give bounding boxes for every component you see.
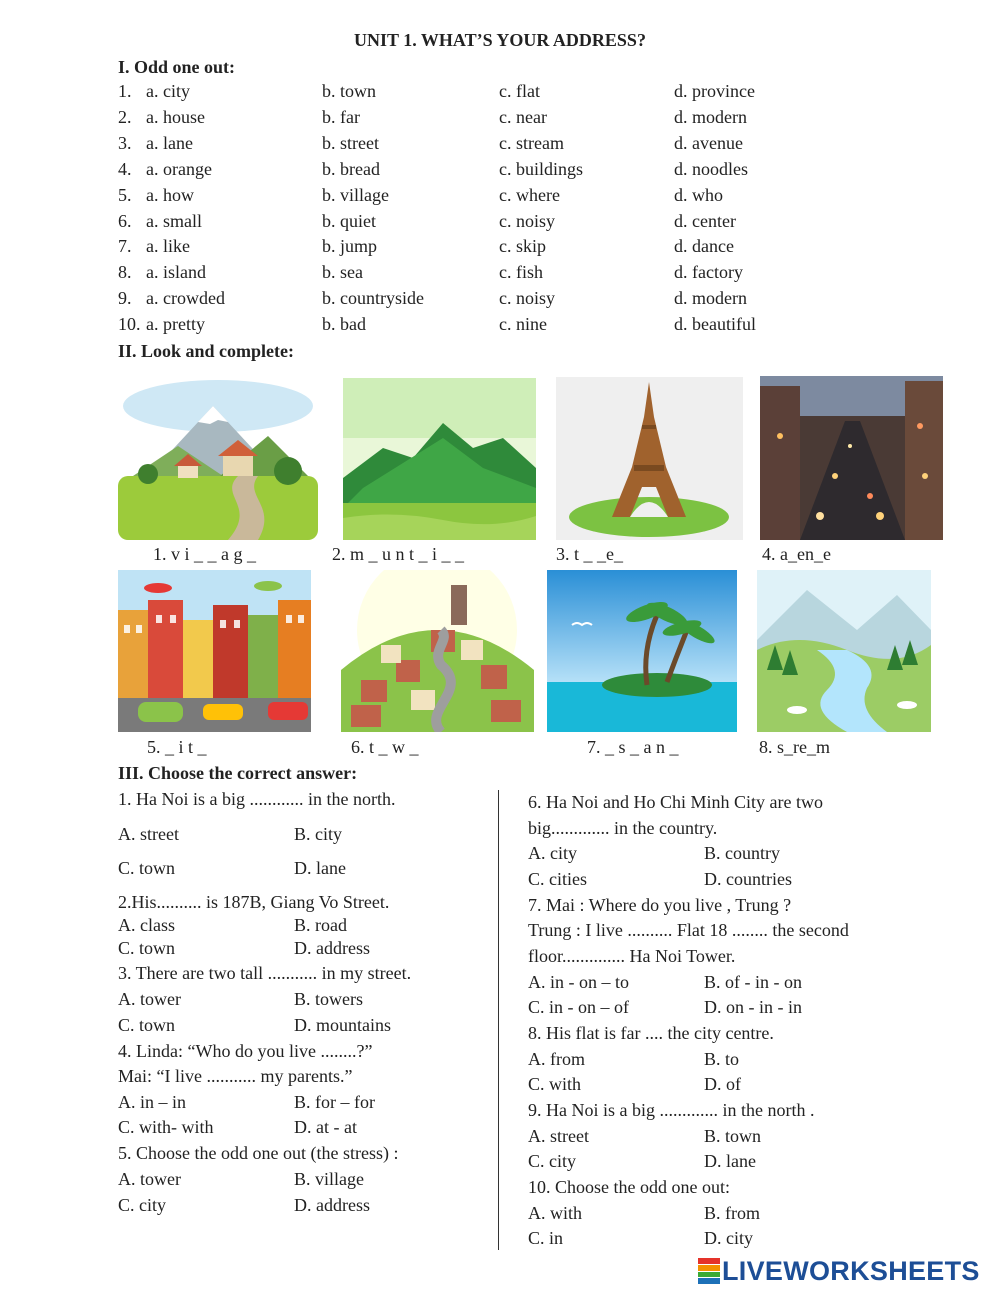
odd-option-c: c. near bbox=[499, 106, 547, 127]
odd-option-c: c. skip bbox=[499, 236, 546, 257]
odd-option-a: a. how bbox=[146, 184, 194, 205]
section1-heading: I. Odd one out: bbox=[118, 57, 236, 77]
island-image bbox=[547, 570, 737, 732]
q8-option-c: C. with bbox=[528, 1074, 582, 1094]
odd-option-d: d. factory bbox=[674, 262, 743, 283]
odd-option-a: a. house bbox=[146, 106, 205, 127]
q7-option-a: A. in - on – to bbox=[528, 972, 629, 992]
q2-option-b: B. road bbox=[294, 915, 347, 935]
section3-heading: III. Choose the correct answer: bbox=[118, 763, 358, 783]
q4-option-a: A. in – in bbox=[118, 1092, 187, 1112]
odd-row-number: 3. bbox=[118, 132, 132, 153]
q4-option-d: D. at - at bbox=[294, 1117, 357, 1137]
q9-option-a: A. street bbox=[528, 1126, 589, 1146]
odd-option-b: b. sea bbox=[322, 262, 363, 283]
caption-4: 4. a_en_e bbox=[762, 544, 831, 564]
q8-option-d: D. of bbox=[704, 1074, 741, 1094]
caption-8: 8. s_re_m bbox=[759, 737, 830, 757]
odd-option-d: d. who bbox=[674, 184, 723, 205]
odd-option-d: d. modern bbox=[674, 106, 747, 127]
q8-question: 8. His flat is far .... the city centre. bbox=[528, 1023, 774, 1043]
odd-option-b: b. far bbox=[322, 106, 360, 127]
odd-option-a: a. lane bbox=[146, 132, 193, 153]
caption-2: 2. m _ u n t _ i _ _ bbox=[332, 544, 465, 564]
q1-option-b: B. city bbox=[294, 824, 342, 844]
odd-option-c: c. noisy bbox=[499, 210, 555, 231]
odd-row-number: 4. bbox=[118, 158, 132, 179]
odd-option-c: c. noisy bbox=[499, 288, 555, 309]
odd-option-b: b. jump bbox=[322, 236, 378, 257]
q7-option-b: B. of - in - on bbox=[704, 972, 802, 992]
liveworksheets-logo[interactable] bbox=[698, 1255, 980, 1287]
q10-option-d: D. city bbox=[704, 1228, 753, 1248]
village-image bbox=[118, 376, 318, 540]
q2-option-d: D. address bbox=[294, 938, 370, 958]
odd-option-b: b. street bbox=[322, 132, 379, 153]
q7-option-c: C. in - on – of bbox=[528, 997, 629, 1017]
q5-option-d: D. address bbox=[294, 1195, 370, 1215]
q10-option-b: B. from bbox=[704, 1203, 760, 1223]
q9-option-d: D. lane bbox=[704, 1151, 756, 1171]
logo-text: LIVEWORKSHEETS bbox=[722, 1255, 980, 1286]
odd-row-number: 9. bbox=[118, 288, 132, 309]
q2-option-a: A. class bbox=[118, 915, 175, 935]
odd-row-number: 6. bbox=[118, 210, 132, 231]
odd-option-a: a. pretty bbox=[146, 314, 205, 335]
odd-option-c: c. fish bbox=[499, 262, 543, 283]
caption-7: 7. _ s _ a n _ bbox=[587, 737, 679, 757]
q8-option-b: B. to bbox=[704, 1049, 740, 1069]
odd-option-d: d. province bbox=[674, 81, 755, 101]
q4-option-b: B. for – for bbox=[294, 1092, 375, 1112]
odd-row-number: 10. bbox=[118, 314, 141, 335]
q4-question-line2: Mai: “I live ........... my parents.” bbox=[118, 1066, 353, 1086]
q2-option-c: C. town bbox=[118, 938, 176, 958]
q3-option-d: D. mountains bbox=[294, 1015, 391, 1035]
odd-option-d: d. dance bbox=[674, 236, 734, 257]
odd-option-a: a. island bbox=[146, 262, 206, 283]
caption-6: 6. t _ w _ bbox=[351, 737, 419, 757]
stream-image bbox=[757, 570, 931, 732]
q10-question: 10. Choose the odd one out: bbox=[528, 1177, 730, 1197]
q1-option-d: D. lane bbox=[294, 858, 346, 878]
q5-option-a: A. tower bbox=[118, 1169, 181, 1189]
q3-option-c: C. town bbox=[118, 1015, 176, 1035]
q9-option-c: C. city bbox=[528, 1151, 576, 1171]
caption-5: 5. _ i t _ bbox=[147, 737, 207, 757]
city-image bbox=[118, 570, 311, 732]
odd-option-b: b. village bbox=[322, 184, 389, 205]
odd-option-a: a. orange bbox=[146, 158, 212, 179]
town-image bbox=[341, 570, 534, 732]
q4-option-c: C. with- with bbox=[118, 1117, 214, 1137]
q1-option-c: C. town bbox=[118, 858, 176, 878]
odd-option-c: c. nine bbox=[499, 314, 547, 335]
odd-option-b: b. countryside bbox=[322, 288, 424, 309]
odd-option-d: d. avenue bbox=[674, 132, 743, 153]
tower-image bbox=[556, 377, 743, 540]
q2-question: 2.His.......... is 187B, Giang Vo Street. bbox=[118, 892, 390, 912]
q1-option-a: A. street bbox=[118, 824, 179, 844]
q6-option-a: A. city bbox=[528, 843, 577, 863]
odd-row-number: 2. bbox=[118, 106, 132, 127]
odd-row-number: 8. bbox=[118, 262, 132, 283]
odd-option-c: c. flat bbox=[499, 81, 540, 101]
odd-option-b: b. town bbox=[322, 81, 376, 101]
odd-option-d: d. modern bbox=[674, 288, 747, 309]
q6-option-b: B. country bbox=[704, 843, 780, 863]
q7-question-line3: floor.............. Ha Noi Tower. bbox=[528, 946, 736, 966]
odd-row-number: 5. bbox=[118, 184, 132, 205]
q4-question-line1: 4. Linda: “Who do you live ........?” bbox=[118, 1041, 373, 1061]
odd-option-d: d. beautiful bbox=[674, 314, 756, 335]
q3-option-a: A. tower bbox=[118, 989, 181, 1009]
odd-row-number: 1. bbox=[118, 81, 132, 101]
q1-question: 1. Ha Noi is a big ............ in the north. bbox=[118, 789, 396, 809]
odd-option-b: b. bread bbox=[322, 158, 380, 179]
q8-option-a: A. from bbox=[528, 1049, 585, 1069]
column-divider bbox=[498, 790, 499, 1250]
caption-1: 1. v i _ _ a g _ bbox=[153, 544, 256, 564]
q9-option-b: B. town bbox=[704, 1126, 762, 1146]
q5-option-b: B. village bbox=[294, 1169, 364, 1189]
caption-3: 3. t _ _e_ bbox=[556, 544, 623, 564]
q6-option-c: C. cities bbox=[528, 869, 587, 889]
q6-option-d: D. countries bbox=[704, 869, 792, 889]
odd-option-a: a. city bbox=[146, 81, 190, 101]
odd-option-b: b. quiet bbox=[322, 210, 376, 231]
q10-option-c: C. in bbox=[528, 1228, 564, 1248]
q7-option-d: D. on - in - in bbox=[704, 997, 802, 1017]
q6-question-line1: 6. Ha Noi and Ho Chi Minh City are two bbox=[528, 792, 823, 812]
q3-option-b: B. towers bbox=[294, 989, 363, 1009]
q5-option-c: C. city bbox=[118, 1195, 166, 1215]
odd-option-b: b. bad bbox=[322, 314, 366, 335]
worksheet-title: UNIT 1. WHAT’S YOUR ADDRESS? bbox=[354, 30, 646, 50]
q6-question-line2: big............. in the country. bbox=[528, 818, 718, 838]
odd-option-c: c. buildings bbox=[499, 158, 583, 179]
avenue-image bbox=[760, 376, 943, 540]
q3-question: 3. There are two tall ........... in my street. bbox=[118, 963, 412, 983]
q5-question: 5. Choose the odd one out (the stress) : bbox=[118, 1143, 399, 1163]
odd-row-number: 7. bbox=[118, 236, 132, 257]
q7-question-line2: Trung : I live .......... Flat 18 ........ the second bbox=[528, 920, 849, 940]
logo-mark-icon bbox=[698, 1258, 720, 1284]
odd-option-a: a. small bbox=[146, 210, 202, 231]
odd-option-d: d. center bbox=[674, 210, 736, 231]
odd-option-d: d. noodles bbox=[674, 158, 748, 179]
q10-option-a: A. with bbox=[528, 1203, 582, 1223]
mountain-image bbox=[343, 378, 536, 540]
q7-question-line1: 7. Mai : Where do you live , Trung ? bbox=[528, 895, 792, 915]
odd-option-a: a. crowded bbox=[146, 288, 225, 309]
section2-heading: II. Look and complete: bbox=[118, 341, 295, 361]
odd-option-c: c. stream bbox=[499, 132, 564, 153]
q9-question: 9. Ha Noi is a big ............. in the north . bbox=[528, 1100, 815, 1120]
odd-option-a: a. like bbox=[146, 236, 190, 257]
odd-option-c: c. where bbox=[499, 184, 560, 205]
